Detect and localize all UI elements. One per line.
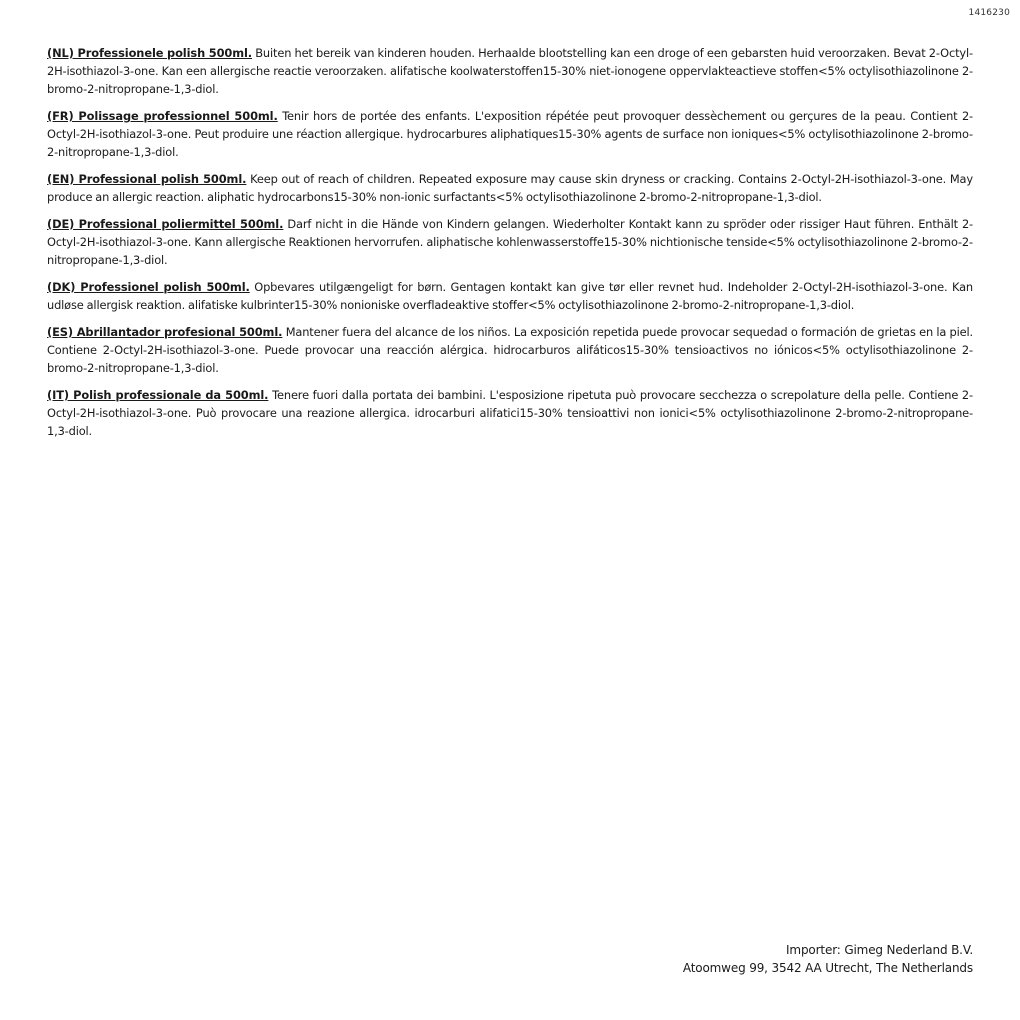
- importer-name: Importer: Gimeg Nederland B.V.: [786, 943, 973, 957]
- section-fr: [47, 107, 973, 161]
- document-code: 1416230: [968, 8, 1010, 18]
- section-heading: (DE) Professional poliermittel 500ml.: [47, 217, 284, 231]
- section-de: [47, 215, 973, 269]
- section-body: Mantener fuera del alcance de los niños. La exposición repetida puede provocar sequedad o formación de grietas en la piel. Contiene 2-Octyl-2H-isothiazol-3-one. Puede provocar una reacción alérgica. hidrocarburos alifáticos15-30% tensioactivos no iónicos<5% octylisothiazolinone 2-bromo-2-nitropropane-1,3-diol.: [47, 325, 973, 375]
- section-body: Buiten het bereik van kinderen houden. Herhaalde blootstelling kan een droge of een gebarsten huid veroorzaken. Bevat 2-Octyl-2H-isothiazol-3-one. Kan een allergische reactie veroorzaken. alifatische koolwaterstoffen15-30% niet-ionogene oppervlakteactieve stoffen<5% octylisothiazolinone 2-bromo-2-nitropropane-1,3-diol.: [47, 46, 973, 96]
- section-dk: [47, 278, 973, 314]
- section-heading: (EN) Professional polish 500ml.: [47, 172, 247, 186]
- section-body: Darf nicht in die Hände von Kindern gelangen. Wiederholter Kontakt kann zu spröder oder rissiger Haut führen. Enthält 2-Octyl-2H-isothiazol-3-one. Kann allergische Reaktionen hervorrufen. aliphatische kohlenwasserstoffe15-30% nichtionische tenside<5% octylisothiazolinone 2-bromo-2-nitropropane-1,3-diol.: [47, 217, 973, 267]
- safety-text-sections: [47, 44, 973, 449]
- section-heading: (NL) Professionele polish 500ml.: [47, 46, 253, 60]
- section-it: [47, 386, 973, 440]
- section-body: Tenir hors de portée des enfants. L'exposition répétée peut provoquer dessèchement ou gerçures de la peau. Contient 2-Octyl-2H-isothiazol-3-one. Peut produire une réaction allergique. hydrocarbures aliphatiques15-30% agents de surface non ioniques<5% octylisothiazolinone 2-bromo-2-nitropropane-1,3-diol.: [47, 109, 973, 159]
- section-body: Keep out of reach of children. Repeated exposure may cause skin dryness or cracking. Contains 2-Octyl-2H-isothiazol-3-one. May produce an allergic reaction. aliphatic hydrocarbons15-30% non-ionic surfactants<5% octylisothiazolinone 2-bromo-2-nitropropane-1,3-diol.: [47, 172, 973, 204]
- importer-street: Atoomweg 99, 3542 AA Utrecht, The Netherlands: [682, 961, 973, 975]
- section-es: [47, 323, 973, 377]
- importer-address: [683, 941, 973, 977]
- section-heading: (FR) Polissage professionnel 500ml.: [47, 109, 278, 123]
- section-body: Tenere fuori dalla portata dei bambini. L'esposizione ripetuta può provocare secchezza o screpolature della pelle. Contiene 2-Octyl-2H-isothiazol-3-one. Può provocare una reazione allergica. idrocarburi alifatici15-30% tensioattivi non ionici<5% octylisothiazolinone 2-bromo-2-nitropropane-1,3-diol.: [47, 388, 973, 438]
- section-heading: (DK) Professionel polish 500ml.: [47, 280, 250, 294]
- section-nl: [47, 44, 973, 98]
- section-body: Opbevares utilgængeligt for børn. Gentagen kontakt kan give tør eller revnet hud. Indeholder 2-Octyl-2H-isothiazol-3-one. Kan udløse allergisk reaktion. alifatiske kulbrinter15-30% nonioniske overfladeaktive stoffer<5% octylisothiazolinone 2-bromo-2-nitropropane-1,3-diol.: [47, 280, 973, 312]
- section-heading: (ES) Abrillantador profesional 500ml.: [47, 325, 283, 339]
- section-en: [47, 170, 973, 206]
- section-heading: (IT) Polish professionale da 500ml.: [47, 388, 269, 402]
